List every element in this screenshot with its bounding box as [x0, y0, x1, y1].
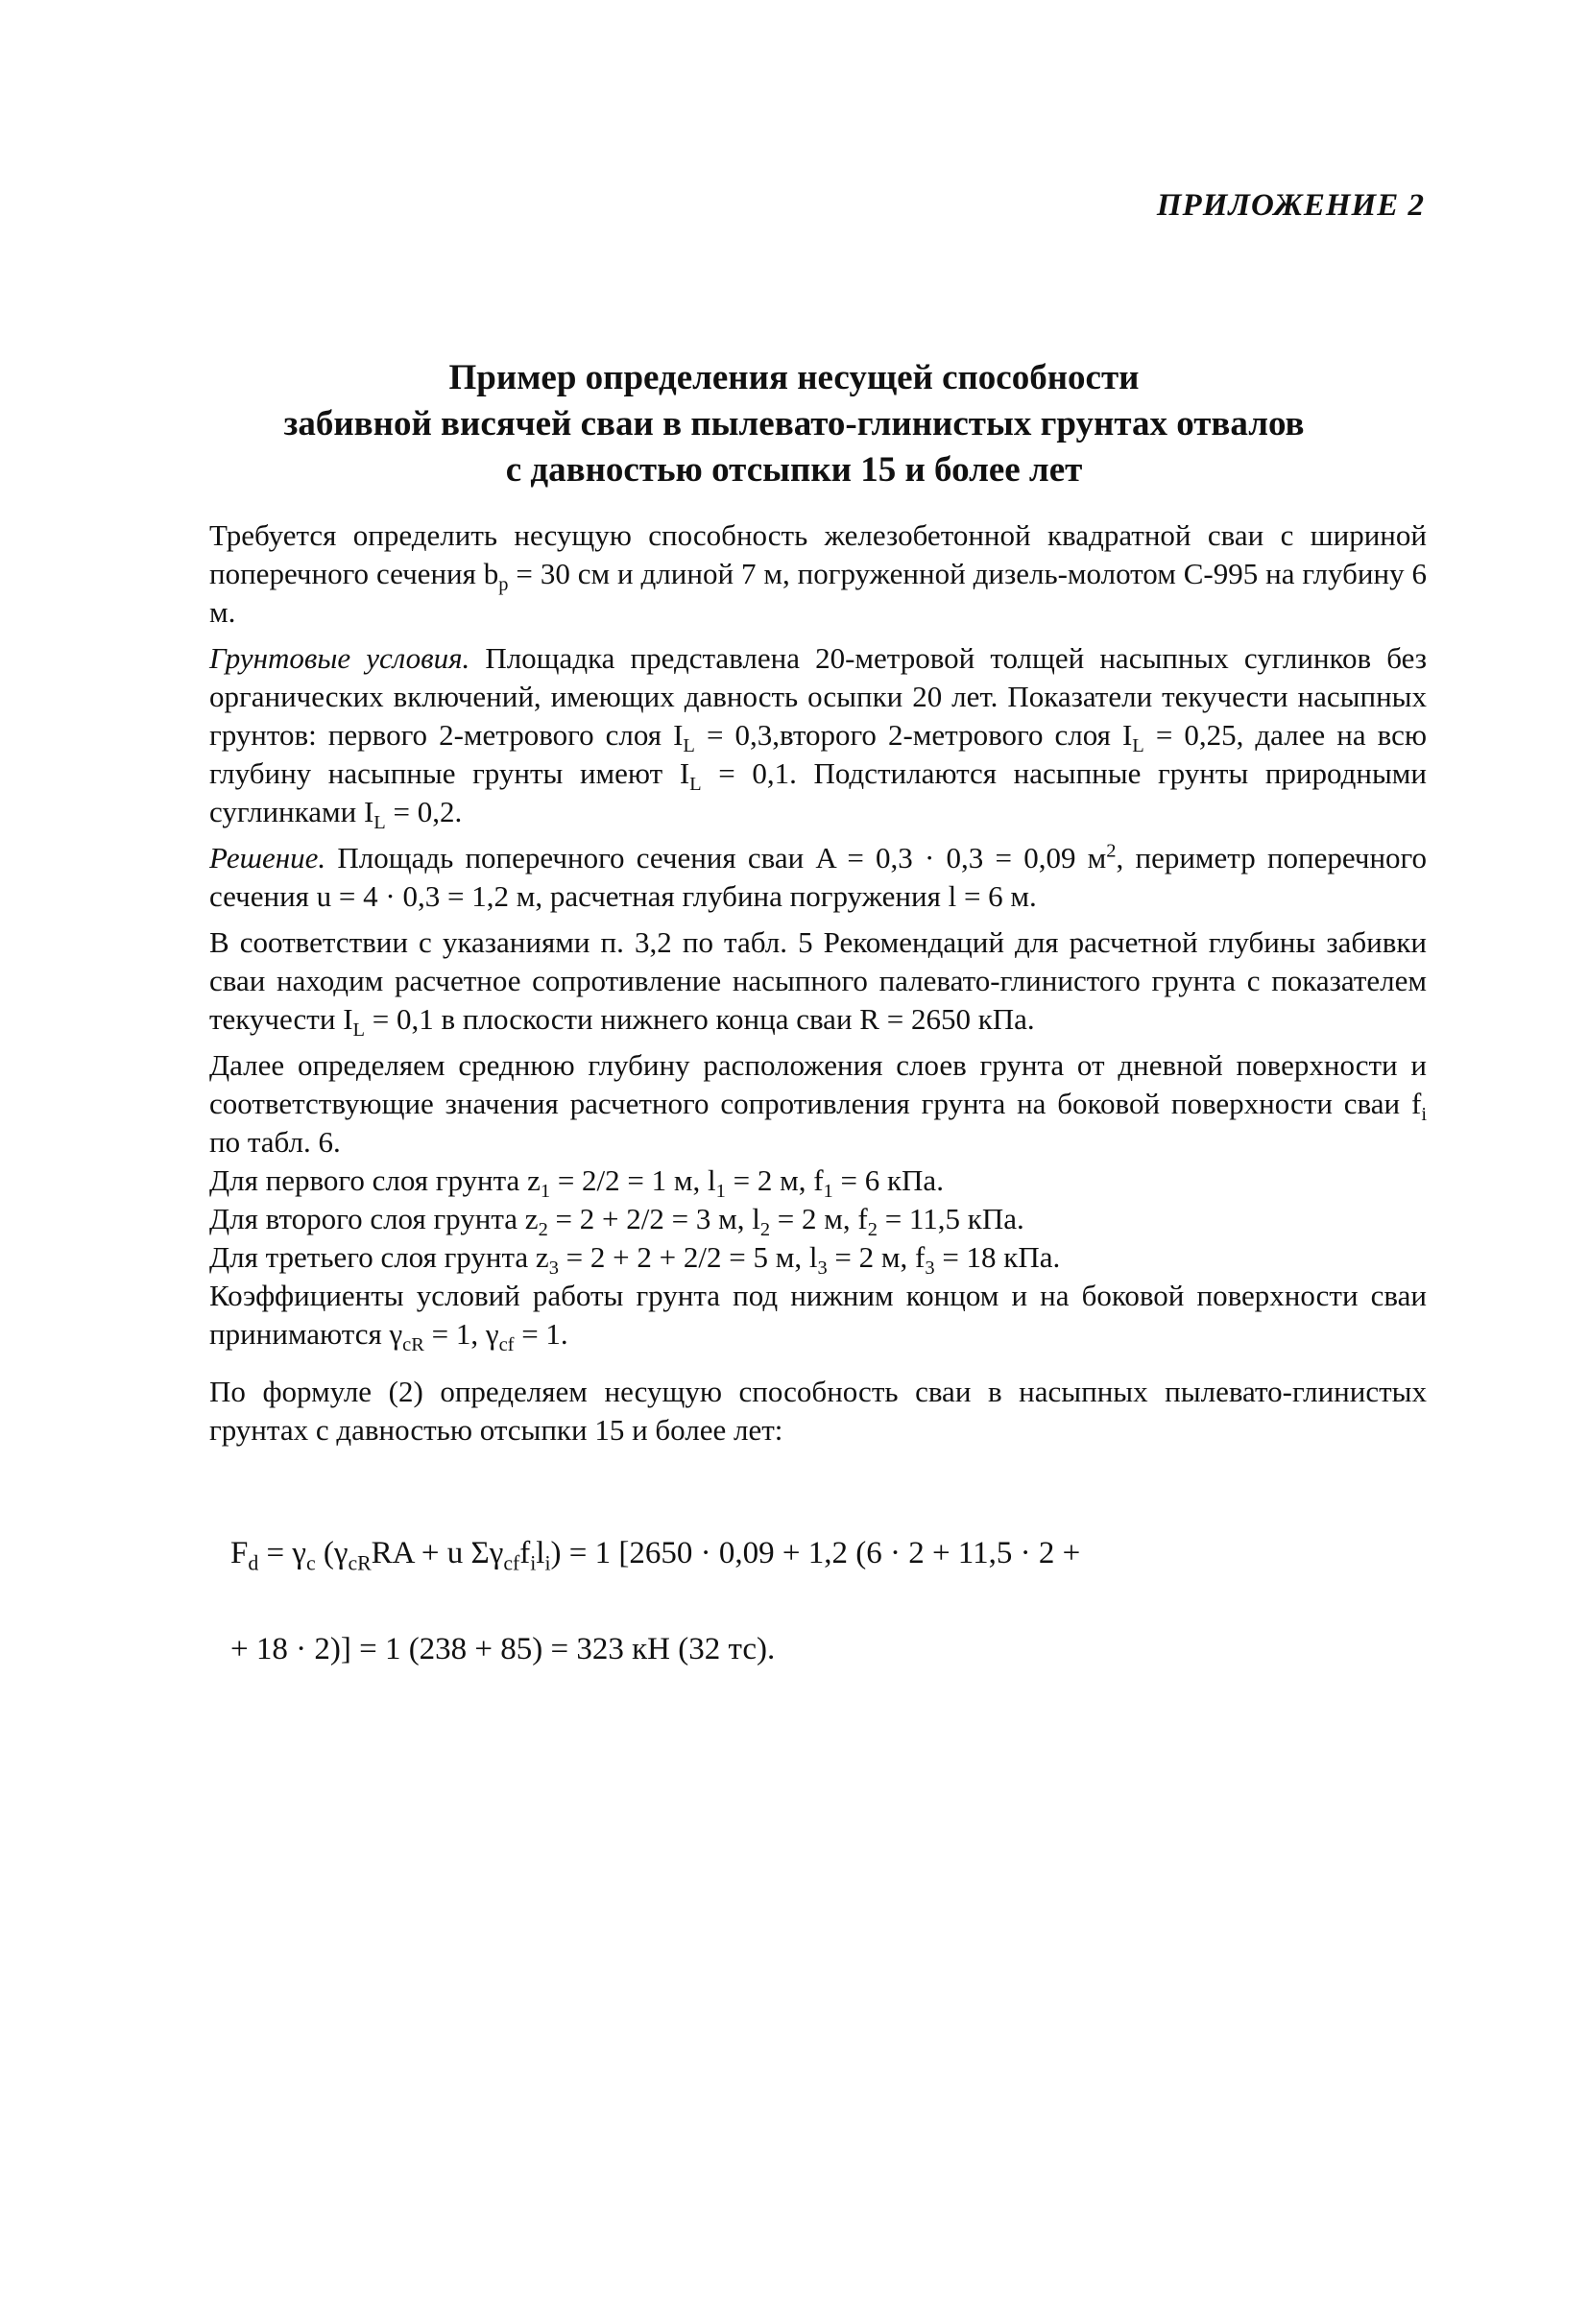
title-line-3: с давностью отсыпки 15 и более лет: [505, 450, 1083, 490]
soil-conditions-label: Грунтовые условия.: [209, 641, 470, 675]
resistance-paragraph: В соответствии с указаниями п. 3,2 по табл. 5 Рекомендаций для расчетной глубины забивки сваи находим расчетное сопротивление насыпного палевато-глинистого грунта с показателем текучести $I_L = 0,1$ в плоскости нижнего конца сваи R = 2650 кПа.: [209, 925, 1427, 1042]
document-title: [0, 355, 1588, 493]
formula-line-2: + 18 · 2)] = 1 (238 + 85) = 323 кН (32 тс).: [230, 1632, 776, 1666]
formula-line-1: $F_d = \gamma_c$ ($\gamma_{cR}RA + u$ $\Sigma\gamma_{cf}f_il_i) = 1$ [2650 · 0,09 + 1,2 (6 · 2 + 11,5 · 2 +: [230, 1536, 1081, 1575]
coefficients-paragraph: Коэффициенты условий работы грунта под нижним концом и на боковой поверхности сваи принимаются $\gamma_{cR} = 1$, $\gamma_{cf} = 1$.: [209, 1279, 1427, 1356]
formula-intro-paragraph: По формуле (2) определяем несущую способность сваи в насыпных пылевато-глинистых грунтах с давностью отсыпки 15 и более лет:: [209, 1375, 1427, 1447]
title-line-2: забивной висячей сваи в пылевато-глинистых грунтах отвалов: [283, 404, 1305, 443]
layer-line-3: Для третьего слоя грунта $z_3 = 2 + 2 + 2/2 = 5$ м, $l_3 = 2$ м, $f_3 = 18$ кПа.: [209, 1240, 1061, 1280]
bearing-capacity-formula: [230, 1534, 1440, 1668]
document-body: [209, 516, 1427, 1450]
soil-conditions-paragraph: Грунтовые условия. Площадка представлена 20-метровой толщей насыпных суглинков без органических включений, имеющих давность осыпки 20 лет. Показатели текучести насыпных грунтов: первого 2-метрового слоя $I_L$ = 0,3,второго 2-метрового слоя $I_L = 0,25$, далее на всю глубину насыпные грунты имеют $I_L = 0,1$. Подстилаются насыпные грунты природными суглинками $I_L = 0,2$.: [209, 641, 1428, 834]
appendix-label: ПРИЛОЖЕНИЕ 2: [1156, 188, 1425, 223]
title-line-1: Пример определения несущей способности: [448, 358, 1140, 397]
depth-paragraph: Далее определяем среднюю глубину расположения слоев грунта от дневной поверхности и соответствующие значения расчетного сопротивления грунта на боковой поверхности сваи $f_i$ по табл. 6.: [209, 1048, 1427, 1159]
layer-line-2: Для второго слоя грунта $z_2 = 2 + 2/2 = 3$ м, $l_2 = 2$ м, $f_2 = 11,5$ кПа.: [209, 1202, 1024, 1241]
solution-paragraph: Решение. Площадь поперечного сечения сваи A = 0,3 · 0,3 = 0,09 $м^2$, периметр поперечного сечения u = 4 · 0,3 = 1,2 м, расчетная глубина погружения l = 6 м.: [209, 840, 1427, 913]
intro-paragraph: Требуется определить несущую способность железобетонной квадратной сваи с шириной поперечного сечения $b_p = 30$ см и длиной 7 м, погруженной дизель-молотом С-995 на глубину 6 м.: [209, 518, 1427, 629]
layer-line-1: Для первого слоя грунта $z_1 = 2/2 = 1$ м, $l_1 = 2$ м, $f_1 = 6$ кПа.: [209, 1163, 944, 1203]
solution-label: Решение.: [209, 841, 326, 874]
